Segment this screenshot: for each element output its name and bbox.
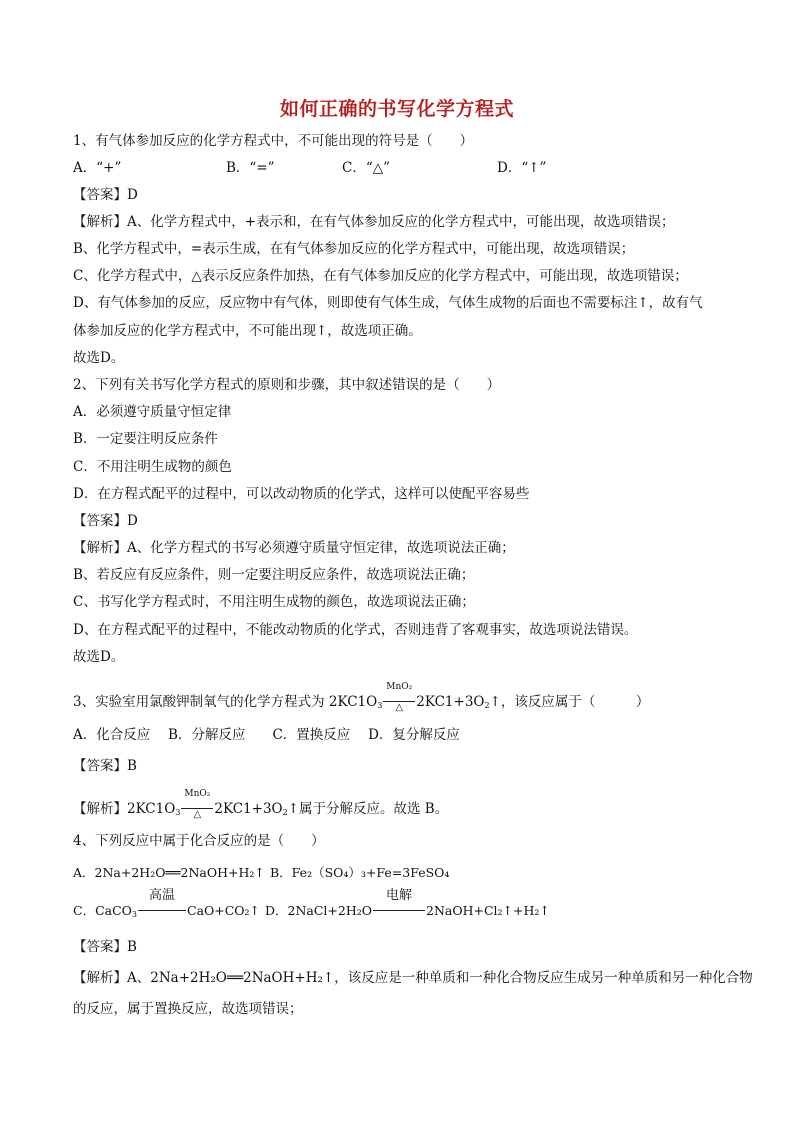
q3-heat-symbol: △ <box>395 702 404 713</box>
q4-option-c-arrow <box>138 888 186 915</box>
q2-option-a: A．必须遵守质量守恒定律 <box>73 404 232 420</box>
q4-option-d-arrow <box>373 888 425 915</box>
q1-analysis-line: 【解析】A、化学方程式中，+表示和，在有气体参加反应的化学方程式中，可能出现，故选项错误； <box>73 214 675 230</box>
q1-answer: 【答案】D <box>73 187 138 203</box>
q3-analysis-reactant-subscript: 3 <box>175 808 181 817</box>
q1-analysis-line: C、化学方程式中，△表示反应条件加热，在有气体参加反应的化学方程式中，可能出现，故选项错误； <box>73 268 688 284</box>
q3-catalyst-label: MnO₂ <box>386 682 413 692</box>
q1-stem: 1、有气体参加反应的化学方程式中，不可能出现的符号是（ ） <box>73 133 474 149</box>
q3-analysis-reaction-arrow <box>181 789 213 820</box>
q2-analysis-line: B、若反应有反应条件，则一定要注明反应条件，故选项说法正确； <box>73 567 475 583</box>
q3-reaction-arrow <box>383 682 415 713</box>
q2-answer: 【答案】D <box>73 513 138 529</box>
q4-stem: 4、下列反应中属于化合反应的是（ ） <box>73 833 325 849</box>
q1-conclusion: 故选D。 <box>73 350 125 366</box>
q3-analysis-reactant: 2KC1O <box>127 801 176 817</box>
q3-analysis <box>73 789 449 820</box>
q1-option-b: B．“=” <box>226 160 275 176</box>
q4-option-c <box>73 888 261 920</box>
q4-option-b: B．Fe₂（SO₄）₃+Fe=3FeSO₄ <box>270 865 450 880</box>
q3-stem-prefix: 3、实验室用氯酸钾制氧气的化学方程式为 2KC1O <box>73 694 378 710</box>
q3-analysis-products: 2KC1+3O <box>214 801 283 817</box>
q3-reactant-subscript: 3 <box>377 701 383 710</box>
q4-option-d <box>265 888 550 920</box>
q2-stem: 2、下列有关书写化学方程式的原则和步骤，其中叙述错误的是（ ） <box>73 377 501 393</box>
q3-answer: 【答案】B <box>73 758 137 774</box>
q4-option-a: A．2Na+2H₂O══2NaOH+H₂↑ <box>73 865 265 880</box>
q2-option-c: C．不用注明生成物的颜色 <box>73 459 232 475</box>
q4-analysis-line: 【解析】A、2Na+2H₂O══2NaOH+H₂↑，该反应是一种单质和一种化合物反应生成另一种单质和另一种化合物 <box>73 970 753 986</box>
q1-option-c: C．“△” <box>342 160 391 176</box>
q4-option-d-products: 2NaOH+Cl₂↑+H₂↑ <box>426 903 550 918</box>
page-title: 如何正确的书写化学方程式 <box>279 98 514 120</box>
q4-option-c-subscript: 3 <box>131 910 137 919</box>
q2-analysis-line: 【解析】A、化学方程式的书写必须遵守质量守恒定律，故选项说法正确； <box>73 540 515 556</box>
q4-option-c-condition: 高温 <box>148 888 175 903</box>
q1-analysis-line: 体参加反应的化学方程式中，不可能出现↑，故选项正确。 <box>73 323 422 339</box>
q3-options: A．化合反应 B．分解反应 C．置换反应 D．复分解反应 <box>73 727 460 743</box>
q4-analysis-line: 的反应，属于置换反应，故选项错误； <box>73 1001 303 1017</box>
q3-analysis-heat-symbol: △ <box>193 809 202 820</box>
q3-stem <box>73 682 650 713</box>
q2-analysis-line: C、书写化学方程式时，不用注明生成物的颜色，故选项说法正确； <box>73 594 475 610</box>
q1-analysis-line: D、有气体参加的反应，反应物中有气体，则即使有气体生成，气体生成物的后面也不需要标注↑，故有气 <box>73 295 703 311</box>
q3-products-subscript: 2 <box>484 701 490 710</box>
q1-option-d: D．“↑” <box>497 160 547 176</box>
q4-option-c-products: CaO+CO₂↑ <box>187 903 261 918</box>
q3-analysis-suffix: ↑属于分解反应。故选 B。 <box>287 801 449 817</box>
q2-conclusion: 故选D。 <box>73 649 125 665</box>
q3-analysis-catalyst-label: MnO₂ <box>184 789 211 799</box>
q3-analysis-products-subscript: 2 <box>282 808 288 817</box>
q4-answer: 【答案】B <box>73 939 137 955</box>
q2-analysis-line: D、在方程式配平的过程中，不能改动物质的化学式，否则违背了客观事实，故选项说法错误。 <box>73 622 638 638</box>
q2-option-b: B．一定要注明反应条件 <box>73 431 218 447</box>
q1-option-a: A．“+” <box>73 160 122 176</box>
q3-stem-suffix: ↑，该反应属于（ ） <box>489 694 650 710</box>
q4-option-d-condition: 电解 <box>386 888 413 903</box>
q1-analysis-line: B、化学方程式中，=表示生成，在有气体参加反应的化学方程式中，可能出现，故选项错误； <box>73 241 635 257</box>
q4-option-c-reactant: C．CaCO <box>73 903 132 918</box>
q3-products: 2KC1+3O <box>416 694 485 710</box>
q2-option-d: D．在方程式配平的过程中，可以改动物质的化学式，这样可以使配平容易些 <box>73 486 530 502</box>
q4-option-d-reactants: D．2NaCl+2H₂O <box>265 903 373 918</box>
q3-analysis-label: 【解析】 <box>73 801 127 817</box>
